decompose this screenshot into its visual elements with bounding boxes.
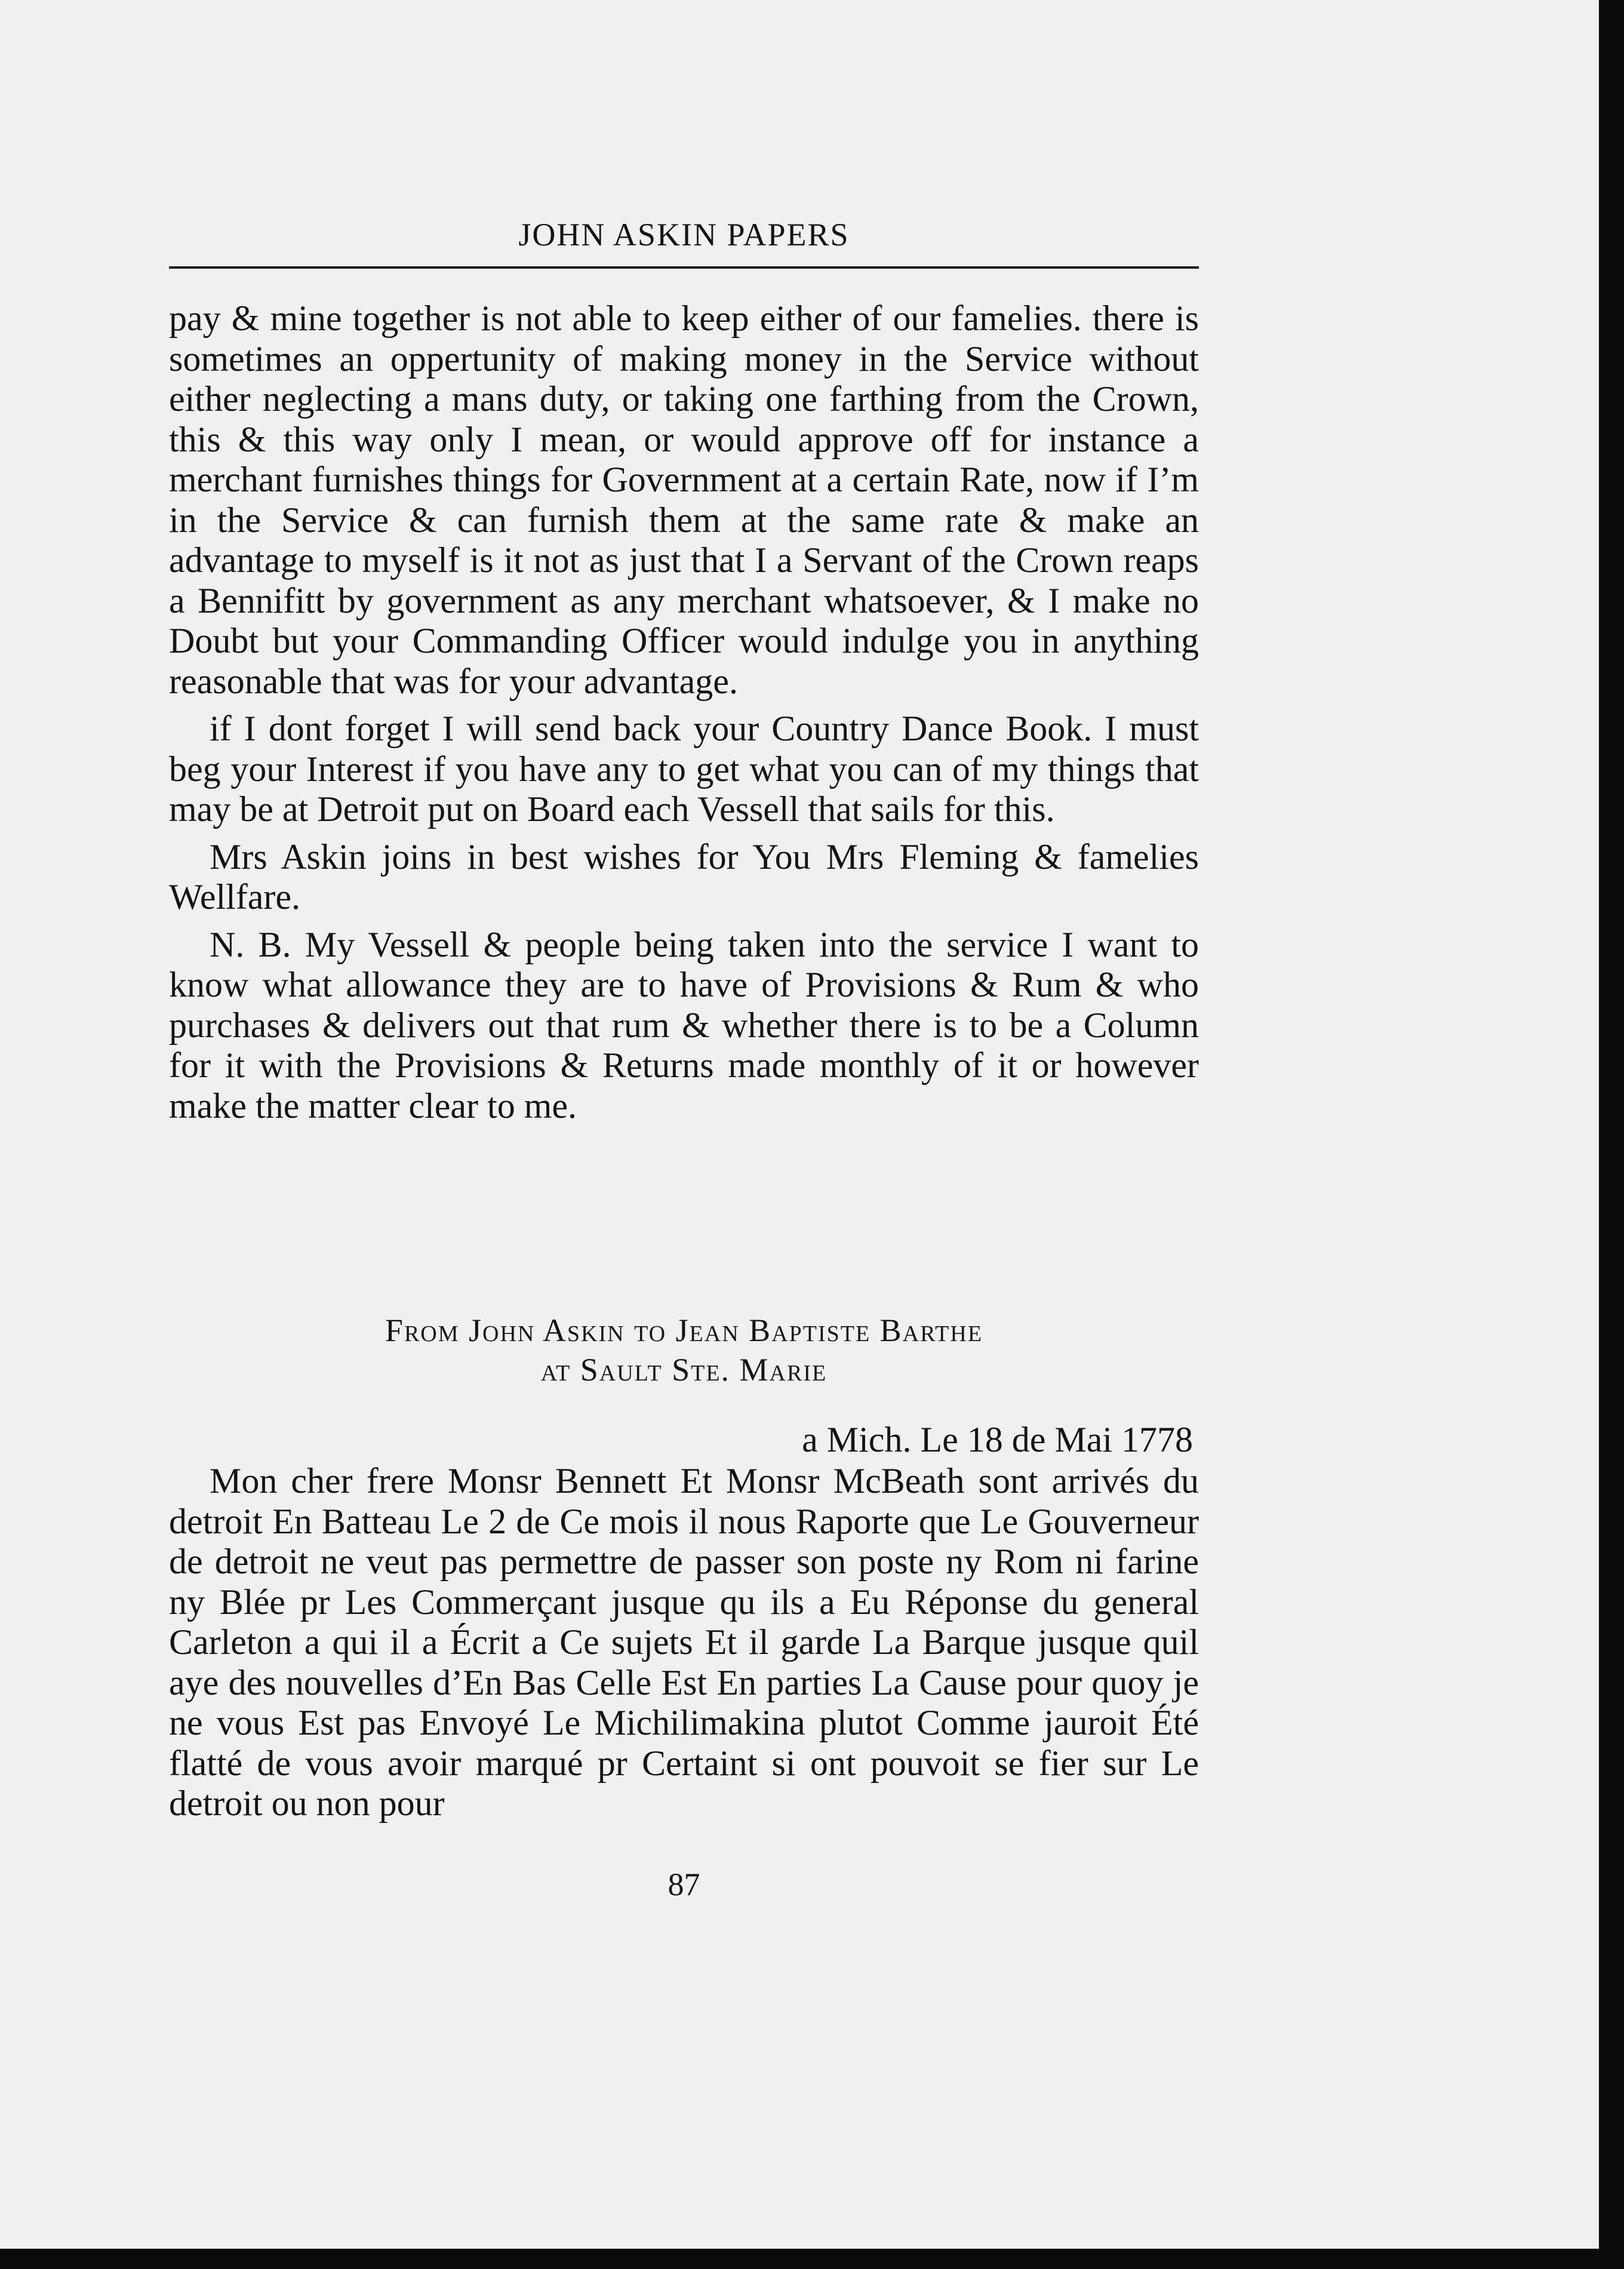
paragraph-1: pay & mine together is not able to keep either of our famelies. there is sometimes an oppertunity of making money in the Service without either neglecting a mans duty, or taking one farthing from the Crown, this & this way only I mean, or would approve off for instance a merchant furnishes things for Government at a certain Rate, now if I’m in the Service & can furnish them at the same rate & make an advantage to myself is it not as just that I a Servant of the Crown reaps a Bennifitt by government as any merchant whatsoever, & I make no Doubt but your Commanding Officer would indulge you in anything reasonable that was for your advantage. [169,299,1199,701]
letter-heading [169,1311,1199,1389]
paragraph-2: if I dont forget I will send back your Country Dance Book. I must beg your Interest if you have any to get what you can of my things that may be at Detroit put on Board each Vessell that sails for this. [169,709,1199,829]
letter-dateline: a Mich. Le 18 de Mai 1778 [802,1420,1193,1459]
letter-body [169,1461,1199,1824]
letter-heading-line-1: From John Askin to Jean Baptiste Barthe [385,1312,983,1348]
page-number: 87 [668,1867,700,1902]
scan-border-right [1599,0,1624,2269]
paragraph-4: N. B. My Vessell & people being taken into the service I want to know what allowance they are to have of Provisions & Rum & who purchases & delivers out that rum & whether there is to be a Column for it with the Provisions & Returns made monthly of it or however make the matter clear to me. [169,924,1199,1126]
main-text [169,299,1199,1126]
letter-paragraph: Mon cher frere Monsr Bennett Et Monsr McBeath sont arrivés du detroit En Batteau Le 2 de Ce mois il nous Raporte que Le Gouverneur de detroit ne veut pas permettre de passer son poste ny Rom ni farine ny Blée pr Les Commerçant jusque qu ils a Eu Réponse du general Carleton a qui il a Écrit a Ce sujets Et il garde La Barque jusque quil aye des nouvelles d’En Bas Celle Est En parties La Cause pour quoy je ne vous Est pas Envoyé Le Michilimakina plutot Comme jauroit Été flatté de vous avoir marqué pr Certaint si ont pouvoit se fier sur Le detroit ou non pour [169,1461,1199,1823]
paragraph-3: Mrs Askin joins in best wishes for You Mrs Fleming & famelies Wellfare. [169,837,1199,917]
running-head: JOHN ASKIN PAPERS [518,217,850,253]
header-rule [169,266,1199,269]
scan-border-bottom [0,2249,1624,2269]
letter-heading-line-2: at Sault Ste. Marie [540,1352,828,1388]
